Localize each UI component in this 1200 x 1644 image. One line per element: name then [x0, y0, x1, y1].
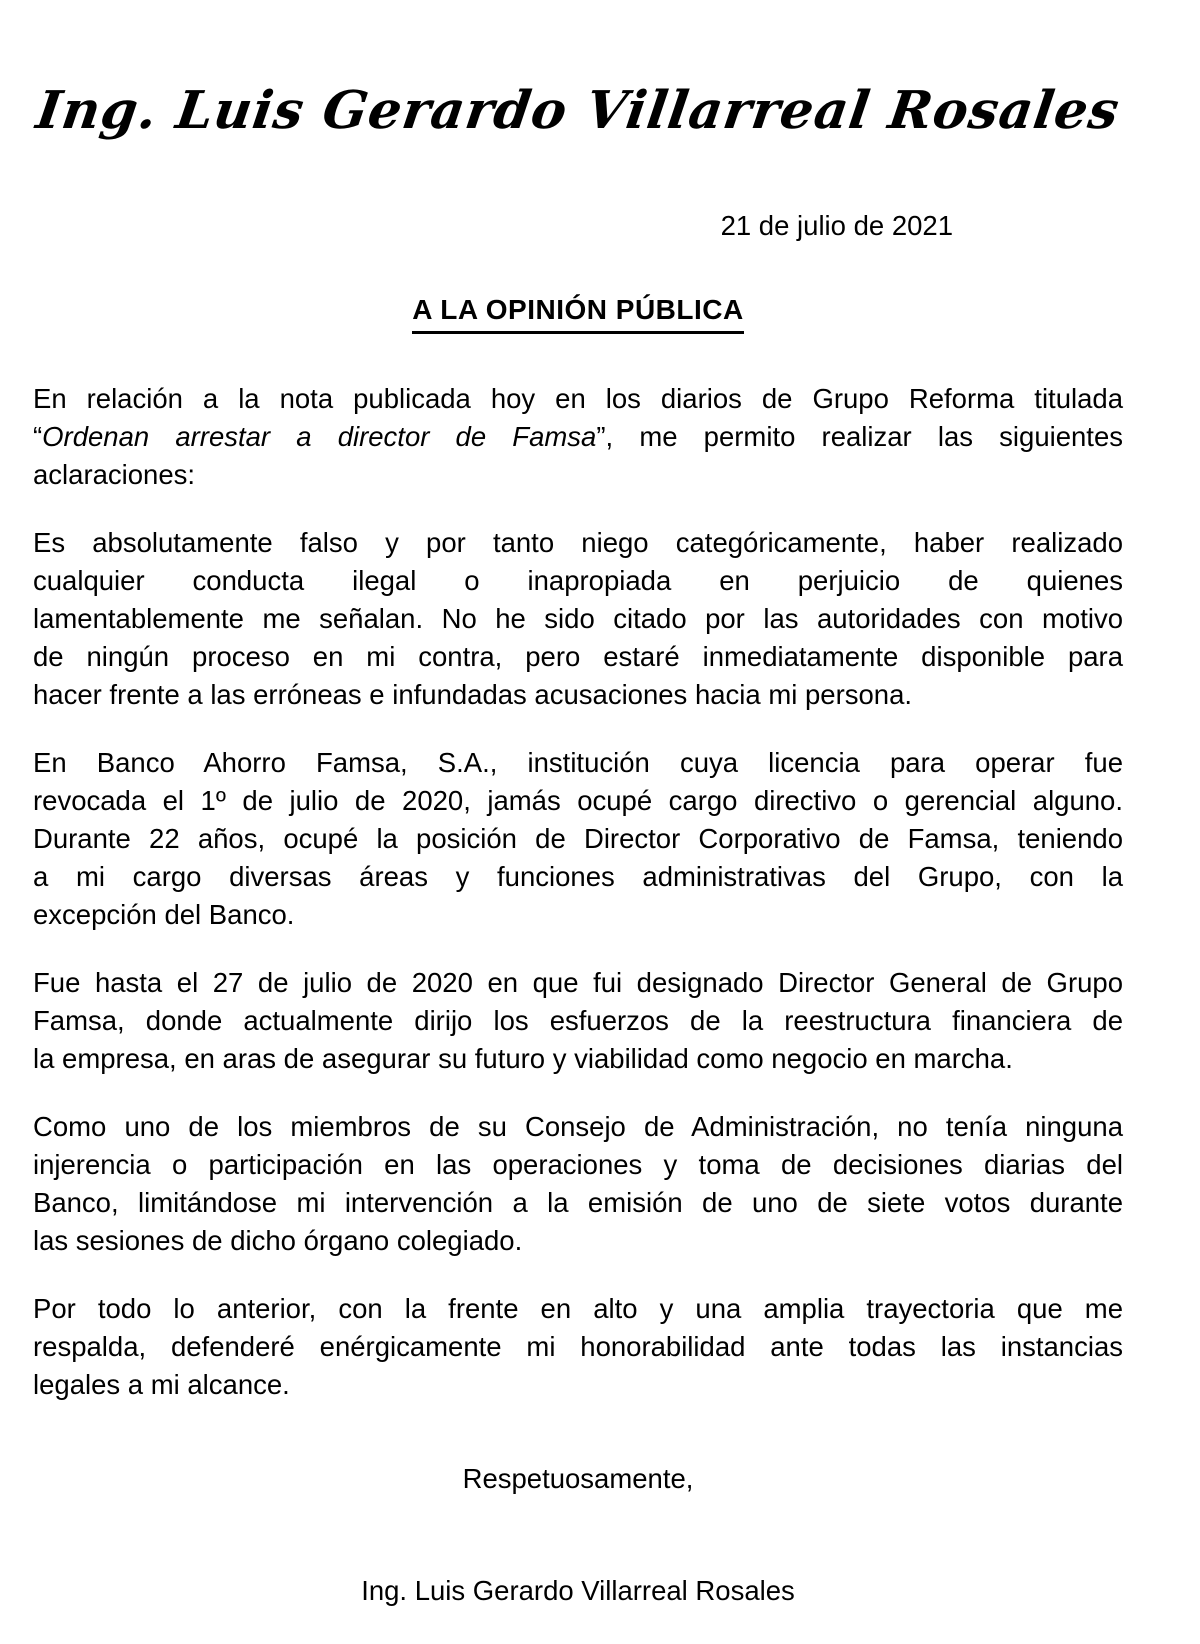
text-line — [33, 1222, 1123, 1260]
text-segment: cualquier conducta ilegal o inapropiada en perjuicio de quienes — [33, 565, 1123, 596]
paragraph — [33, 744, 1123, 934]
text-line — [33, 1366, 1123, 1404]
letter-body — [33, 380, 1123, 1404]
text-segment: Por todo lo anterior, con la frente en alto y una amplia trayectoria que me — [33, 1293, 1123, 1324]
text-segment: revocada el 1º de julio de 2020, jamás ocupé cargo directivo o gerencial alguno. — [33, 785, 1123, 816]
text-line — [33, 1002, 1123, 1040]
signature-name: Ing. Luis Gerardo Villarreal Rosales — [361, 1575, 795, 1606]
text-segment: Es absolutamente falso y por tanto niego categóricamente, haber realizado — [33, 527, 1123, 558]
text-line — [33, 820, 1123, 858]
text-line — [33, 418, 1123, 456]
text-line — [33, 600, 1123, 638]
text-line — [33, 456, 1123, 494]
paragraph — [33, 380, 1123, 494]
paragraph — [33, 1108, 1123, 1260]
text-segment: respalda, defenderé enérgicamente mi honorabilidad ante todas las instancias — [33, 1331, 1123, 1362]
text-line — [33, 380, 1123, 418]
text-line — [33, 676, 1123, 714]
closing-salutation: Respetuosamente, — [462, 1463, 694, 1494]
letter-title: A LA OPINIÓN PÚBLICA — [412, 290, 743, 334]
text-segment: “ — [33, 421, 43, 452]
text-line — [33, 896, 1123, 934]
text-line — [33, 1328, 1123, 1366]
text-segment: lamentablemente me señalan. No he sido citado por las autoridades con motivo — [33, 603, 1123, 634]
text-line — [33, 1108, 1123, 1146]
letterhead-script-name: Ing. Luis Gerardo Villarreal Rosales — [32, 80, 1124, 141]
text-segment: Durante 22 años, ocupé la posición de Director Corporativo de Famsa, teniendo — [33, 823, 1123, 854]
text-segment: injerencia o participación en las operaciones y toma de decisiones diarias del — [33, 1149, 1123, 1180]
text-line — [33, 1146, 1123, 1184]
title-row — [33, 290, 1123, 334]
text-segment: En Banco Ahorro Famsa, S.A., institución cuya licencia para operar fue — [33, 747, 1123, 778]
text-line — [33, 1184, 1123, 1222]
date-row — [33, 207, 1123, 245]
text-segment: ”, me permito realizar las siguientes — [596, 421, 1123, 452]
text-segment: hacer frente a las erróneas e infundadas acusaciones hacia mi persona. — [33, 679, 913, 710]
text-line — [33, 638, 1123, 676]
text-line — [33, 858, 1123, 896]
paragraph — [33, 524, 1123, 714]
text-segment: de ningún proceso en mi contra, pero estaré inmediatamente disponible para — [33, 641, 1123, 672]
text-segment: legales a mi alcance. — [33, 1369, 290, 1400]
text-segment: las sesiones de dicho órgano colegiado. — [33, 1225, 523, 1256]
text-line — [33, 1040, 1123, 1078]
paragraph — [33, 1290, 1123, 1404]
text-segment: Como uno de los miembros de su Consejo de Administración, no tenía ninguna — [33, 1111, 1123, 1142]
text-segment: Fue hasta el 27 de julio de 2020 en que fui designado Director General de Grupo — [33, 967, 1123, 998]
text-segment: Banco, limitándose mi intervención a la emisión de uno de siete votos durante — [33, 1187, 1123, 1218]
text-segment: excepción del Banco. — [33, 899, 295, 930]
text-line — [33, 1290, 1123, 1328]
text-line — [33, 524, 1123, 562]
letter-date: 21 de julio de 2021 — [720, 210, 953, 241]
text-segment: a mi cargo diversas áreas y funciones administrativas del Grupo, con la — [33, 861, 1123, 892]
text-line — [33, 744, 1123, 782]
paragraph — [33, 964, 1123, 1078]
text-segment: En relación a la nota publicada hoy en los diarios de Grupo Reforma titulada — [33, 383, 1123, 414]
text-line — [33, 964, 1123, 1002]
text-segment: la empresa, en aras de asegurar su futuro y viabilidad como negocio en marcha. — [33, 1043, 1013, 1074]
text-line — [33, 782, 1123, 820]
text-segment: aclaraciones: — [33, 459, 196, 490]
quoted-headline-italic: Ordenan arrestar a director de Famsa — [42, 421, 597, 452]
text-segment: Famsa, donde actualmente dirijo los esfuerzos de la reestructura financiera de — [33, 1005, 1123, 1036]
text-line — [33, 562, 1123, 600]
